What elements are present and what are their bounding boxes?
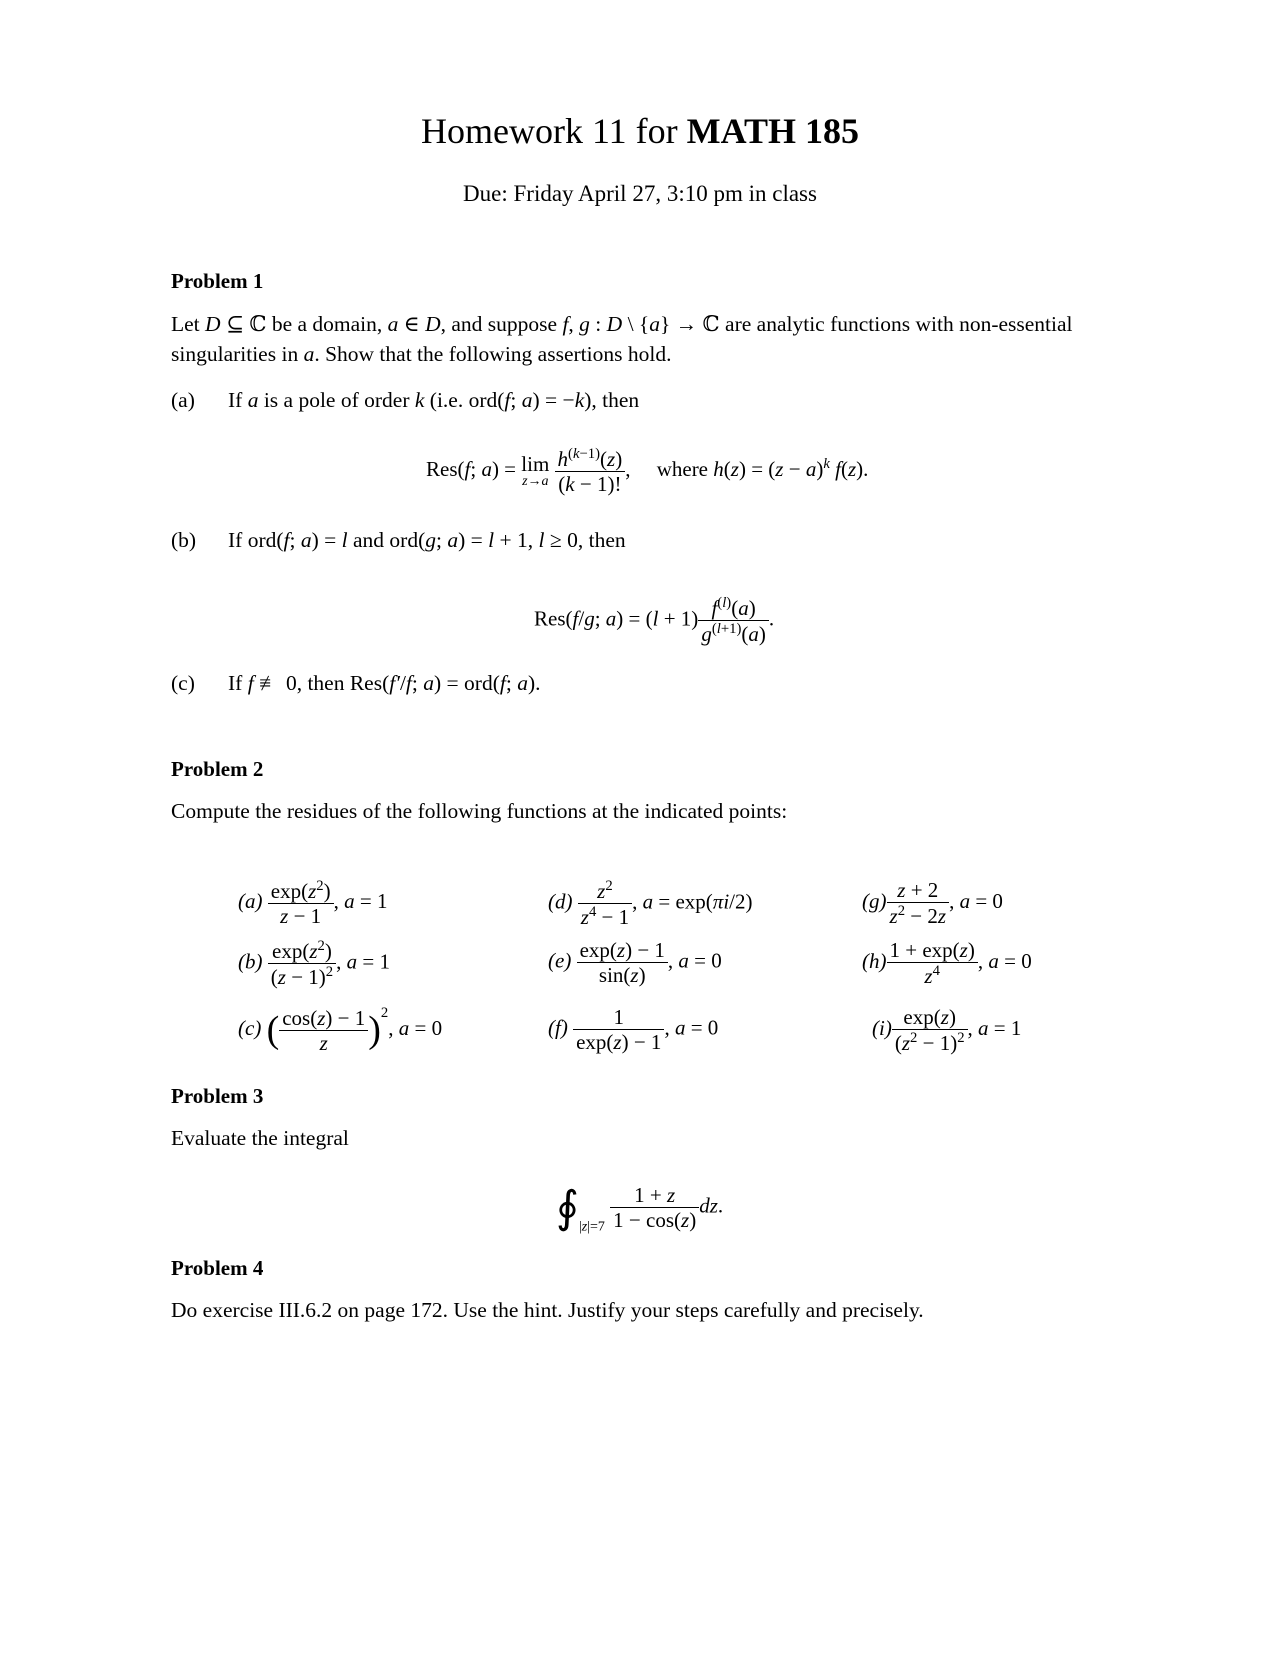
residue-item-f: (f) $\frac{1}{\exp(z) - 1}$ , a = 0 <box>548 1005 719 1055</box>
contour-integral: $∮_{|z|=7}$ $\frac{1 + z}{1 - \cos(z)}$ dz. <box>556 1182 724 1235</box>
due-date: Due: Friday April 27, 3:10 pm in class <box>463 181 817 206</box>
residue-formula-a: Res(f; a) = lim z→a $\frac{h^{(k-1)}(z)}{(k - 1)!}$ , where $h(z) = (z - a)^k$ f(z). <box>426 446 869 497</box>
course-code: MATH 185 <box>686 111 859 151</box>
part-b-label: (b) <box>171 528 197 552</box>
problem-2-heading: Problem 2 <box>171 757 264 781</box>
part-b-text: If ord(f; a) = l and ord(g; a) = l + 1, l ≥ 0, then <box>228 528 626 552</box>
residue-item-a: (a) $\frac{\exp(z^2)}{z - 1}$ , a = 1 <box>238 878 388 929</box>
part-c-label: (c) <box>171 671 195 695</box>
problem-1-intro-line-2: singularities in a. Show that the following assertions hold. <box>171 342 672 366</box>
problem-4-text: Do exercise III.6.2 on page 172. Use the hint. Justify your steps carefully and precisely. <box>171 1298 924 1322</box>
problem-1-intro-line-1: Let D ⊆ ℂ be a domain, a ∈ D, and suppose f, g : D \ {a} → ℂ are analytic functions with non-essential <box>171 312 1073 336</box>
part-a-text: If a is a pole of order k (i.e. ord(f; a) = −k), then <box>228 388 640 412</box>
page-title: Homework 11 for MATH 185 <box>421 111 859 151</box>
part-a-label: (a) <box>171 388 195 412</box>
residue-item-c: (c) ( $\frac{\cos(z) - 1}{z}$ )$^2$, a = 0 <box>238 1005 443 1055</box>
residue-item-d: (d) $\frac{z^2}{z^4 - 1}$ , a = exp(πi/2) <box>548 878 753 930</box>
residue-item-g: (g) $\frac{z + 2}{z^2 - 2z}$ , a = 0 <box>862 878 1003 929</box>
residue-item-b: (b) $\frac{\exp(z^2)}{(z - 1)^2}$ , a = 1 <box>238 938 390 990</box>
residue-item-h: (h) $\frac{1 + \exp(z)}{z^4}$ , a = 0 <box>862 938 1032 989</box>
problem-2-intro: Compute the residues of the following functions at the indicated points: <box>171 799 788 823</box>
problem-1-heading: Problem 1 <box>171 269 264 293</box>
residue-formula-b: Res(f/g; a) = (l + 1) $\frac{f^{(l)}(a)}{g^{(l+1)}(a)}$ . <box>534 595 775 647</box>
problem-3-heading: Problem 3 <box>171 1084 264 1108</box>
problem-4-heading: Problem 4 <box>171 1256 264 1280</box>
residue-item-e: (e) $\frac{\exp(z) - 1}{\sin(z)}$ , a = 0 <box>548 938 722 988</box>
part-c-text: If f ≢ 0, then Res(f′/f; a) = ord(f; a). <box>228 671 541 695</box>
residue-item-i: (i) $\frac{\exp(z)}{(z^2 - 1)^2}$ , a = 1 <box>872 1005 1022 1056</box>
problem-3-intro: Evaluate the integral <box>171 1126 349 1150</box>
